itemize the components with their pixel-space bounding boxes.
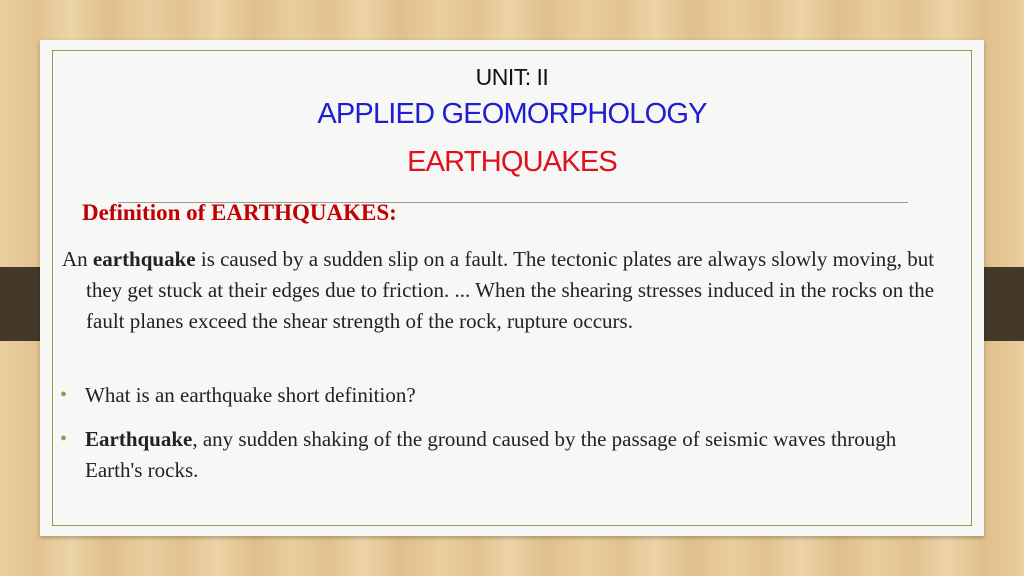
- paragraph-body: is caused by a sudden slip on a fault. The tectonic plates are always slowly moving, but they get stuck at their edges due to friction. ... When the shearing stresses induced in the rocks on the fault planes exceed the shear strength of the rock, rupture occurs.: [86, 247, 935, 333]
- paragraph-lead: An: [62, 247, 93, 271]
- bullet-icon: •: [60, 428, 68, 450]
- topic-title: EARTHQUAKES: [407, 146, 617, 178]
- paragraph-term: earthquake: [92, 247, 196, 271]
- unit-title: UNIT: II: [475, 64, 549, 90]
- list-item: [60, 424, 950, 486]
- list-item: [60, 380, 950, 411]
- definition-heading: Definition of EARTHQUAKES:: [82, 200, 397, 225]
- bullet-text: What is an earthquake short definition?: [85, 383, 416, 407]
- definition-paragraph: [62, 244, 964, 337]
- bullet-icon: •: [60, 384, 68, 406]
- subject-title: APPLIED GEOMORPHOLOGY: [317, 98, 707, 130]
- slide-card: [40, 40, 984, 536]
- bullet-text: Earthquake, any sudden shaking of the ground caused by the passage of seismic waves through Earth's rocks.: [85, 427, 897, 482]
